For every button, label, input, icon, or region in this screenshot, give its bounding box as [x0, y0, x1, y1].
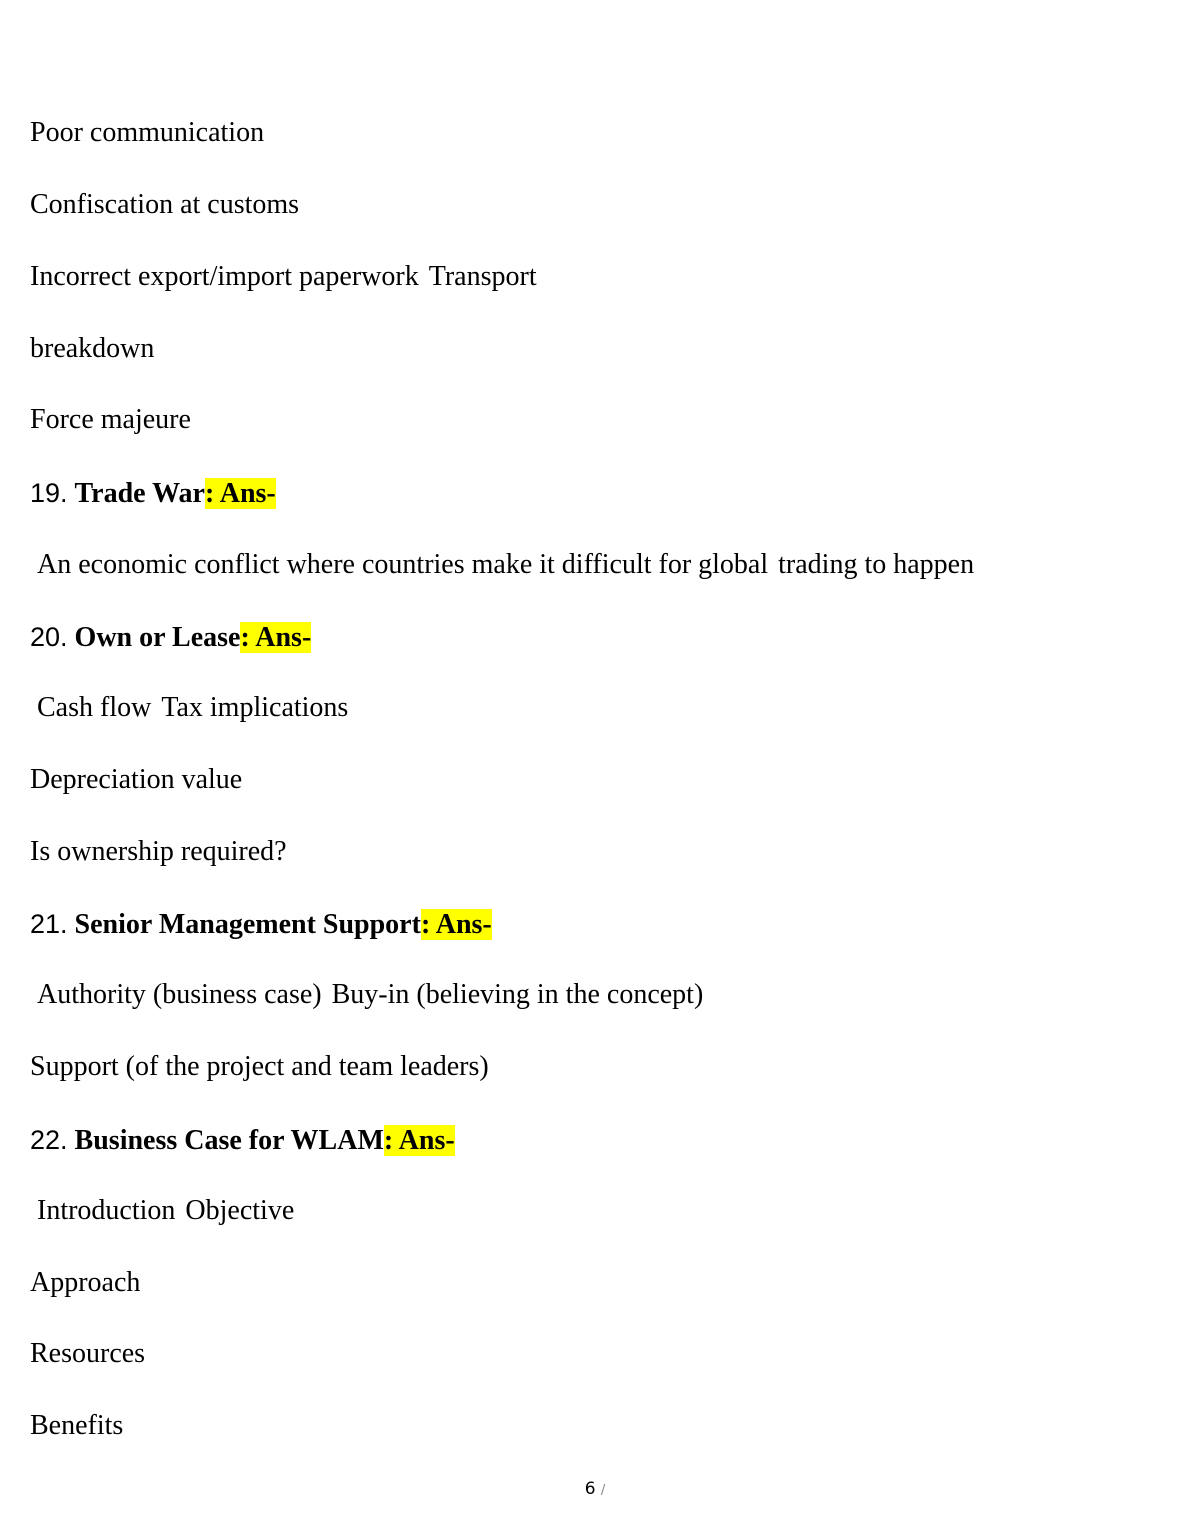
answer-line: Approach	[30, 1267, 141, 1298]
text-fragment: trading to happen	[778, 549, 975, 580]
text-fragment: Buy-in (believing in the concept)	[331, 979, 704, 1010]
question-title: Trade War	[74, 478, 205, 509]
answer-marker: : Ans-	[240, 622, 312, 653]
question-title: Own or Lease	[74, 622, 241, 653]
answer-line: Is ownership required?	[30, 836, 287, 867]
text-line	[30, 259, 537, 295]
text-fragment: Introduction	[37, 1195, 176, 1226]
question-title: Business Case for WLAM	[74, 1125, 384, 1156]
text-fragment: An economic conflict where countries make it difficult for global	[37, 549, 769, 580]
question-heading	[30, 1122, 455, 1158]
text-line: Poor communication	[30, 117, 265, 148]
answer-line	[37, 547, 974, 583]
question-number: 22.	[30, 1125, 68, 1155]
answer-line: Resources	[30, 1338, 146, 1369]
answer-line	[37, 1193, 294, 1229]
text-fragment: Tax implications	[161, 692, 349, 723]
answer-marker: : Ans-	[383, 1125, 455, 1156]
page-separator: /	[600, 1483, 606, 1498]
question-number: 21.	[30, 909, 68, 939]
text-fragment: Transport	[428, 261, 537, 292]
answer-line: Benefits	[30, 1410, 124, 1441]
answer-line	[37, 977, 703, 1013]
answer-line: Depreciation value	[30, 764, 243, 795]
question-heading	[30, 475, 276, 511]
question-title: Senior Management Support	[74, 909, 421, 940]
text-fragment: Objective	[185, 1195, 295, 1226]
question-number: 19.	[30, 478, 68, 508]
text-line: breakdown	[30, 333, 155, 364]
question-number: 20.	[30, 622, 68, 652]
question-heading	[30, 906, 492, 942]
text-fragment: Cash flow	[37, 692, 152, 723]
text-fragment: Incorrect export/import paperwork	[30, 261, 419, 292]
answer-line: Support (of the project and team leaders)	[30, 1051, 489, 1082]
text-line: Force majeure	[30, 404, 191, 435]
page-number: 6	[584, 1479, 596, 1499]
text-line: Confiscation at customs	[30, 189, 300, 220]
page-footer	[0, 1477, 1190, 1503]
answer-marker: : Ans-	[204, 478, 276, 509]
question-heading	[30, 619, 311, 655]
answer-line	[37, 690, 348, 726]
text-fragment: Authority (business case)	[37, 979, 322, 1010]
answer-marker: : Ans-	[420, 909, 492, 940]
